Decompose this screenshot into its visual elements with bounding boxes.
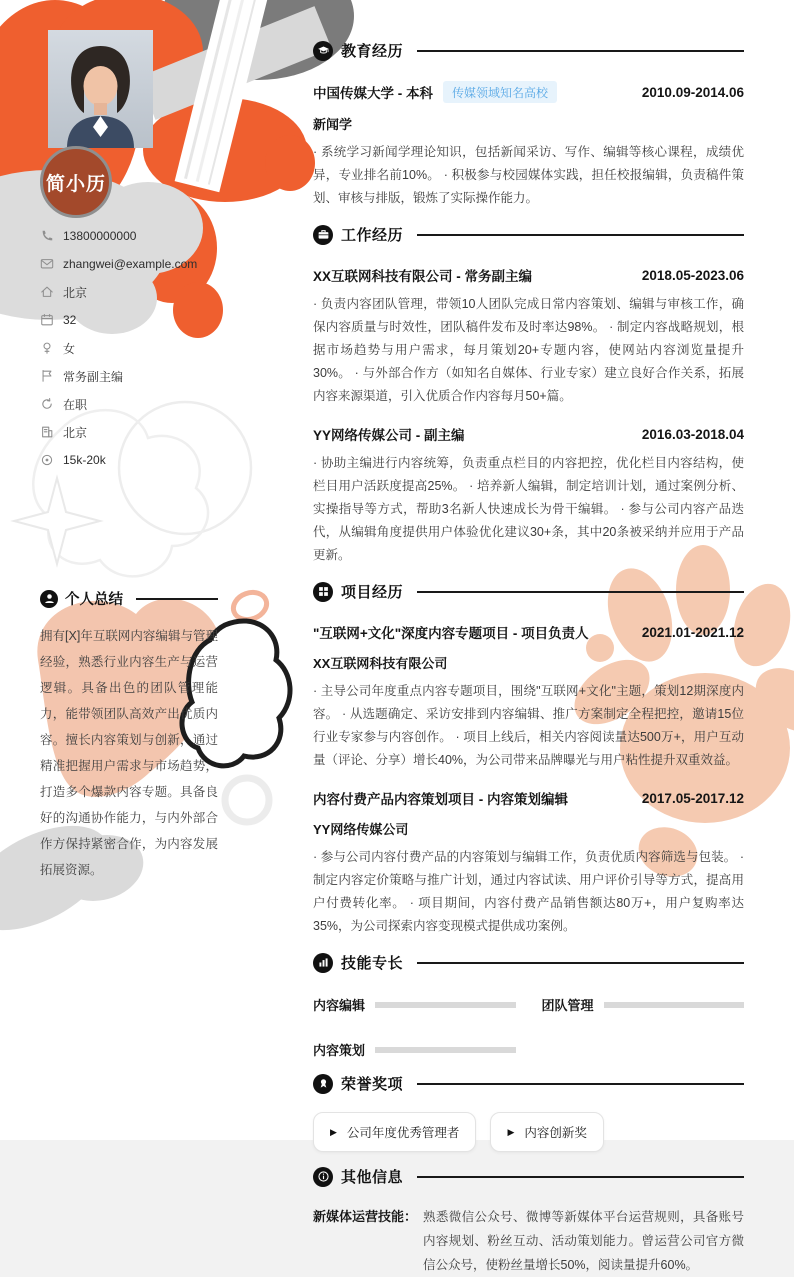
contact-age xyxy=(40,306,218,334)
work-description: · 协助主编进行内容统筹，负责重点栏目的内容把控，优化栏目内容结构，使栏目用户活跃度提高25%。 · 培养新人编辑，制定培训计划，通过案例分析、实操指导等方式，帮助3名新人快速成长为骨干编辑。 · 参与公司内容产品迭代，从编辑角度提供用户体验优化建议30+条，其中20条被采纳并应用于产品更新。 xyxy=(313,456,744,562)
skill-bar xyxy=(375,1047,515,1053)
date-range: 2018.05-2023.06 xyxy=(641,267,744,283)
honor-label: 内容创新奖 xyxy=(524,1126,587,1140)
divider-line xyxy=(417,50,744,52)
contact-value: zhangwei@example.com xyxy=(63,257,198,271)
project-entry xyxy=(313,622,744,772)
section-title: 工作经历 xyxy=(341,227,404,244)
section-education xyxy=(313,40,744,210)
play-icon: ▶ xyxy=(507,1126,515,1137)
skill-bar xyxy=(604,1002,744,1008)
section-title: 技能专长 xyxy=(341,955,404,972)
contact-salary xyxy=(40,446,218,474)
info-icon xyxy=(313,1167,333,1187)
other-info xyxy=(313,1205,744,1277)
grid-icon xyxy=(313,582,333,602)
work-entry xyxy=(313,265,744,408)
section-honors xyxy=(313,1073,744,1152)
section-header xyxy=(313,1166,744,1187)
school-tag: 传媒领域知名高校 xyxy=(443,81,557,103)
skill-item xyxy=(542,995,745,1014)
age-icon xyxy=(40,313,54,327)
contact-position xyxy=(40,362,218,390)
summary-title: 个人总结 xyxy=(65,592,123,608)
contact-list xyxy=(40,222,218,474)
honor-badge xyxy=(490,1112,603,1152)
section-header xyxy=(313,1073,744,1094)
play-icon: ▶ xyxy=(330,1126,337,1137)
divider-line xyxy=(417,962,744,964)
project-company: YY网络传媒公司 xyxy=(313,822,409,837)
contact-value: 13800000000 xyxy=(63,229,137,243)
section-title: 教育经历 xyxy=(341,43,404,60)
major-name: 新闻学 xyxy=(313,117,353,132)
project-role: 内容付费产品内容策划项目 - 内容策划编辑 xyxy=(313,792,568,807)
section-title: 项目经历 xyxy=(341,584,404,601)
work-description: · 负责内容团队管理，带领10人团队完成日常内容策划、编辑与审核工作，确保内容质量与时效性，团队稿件发布及时率达98%。 · 制定内容战略规划，根据市场趋势与用户需求，每月策划20+专题内容，使网站内容浏览量提升30%。 · 与外部合作方（如知名自媒体、行业专家）建立良好合作关系，拓展内容来源渠道，引入优质合作内容每月50+篇。 xyxy=(313,297,744,403)
honor-badges xyxy=(313,1112,744,1152)
main-content xyxy=(313,40,744,1277)
sidebar xyxy=(40,30,218,1110)
section-header xyxy=(313,952,744,973)
project-description: · 主导公司年度重点内容专题项目，围绕"互联网+文化"主题，策划12期深度内容。 · 从选题确定、采访安排到内容编辑、推广方案制定全程把控，邀请15位行业专家参与内容创作。 · 项目上线后，相关内容阅读量达500万+，用户互动量（评论、分享）增长40%，为公司带来品牌曝光与用户粘性提升双重效益。 xyxy=(313,684,744,767)
profile-photo xyxy=(48,30,153,148)
skill-label: 内容策划 xyxy=(313,1043,366,1058)
work-entry xyxy=(313,424,744,567)
city-icon xyxy=(40,425,54,439)
person-icon xyxy=(40,590,58,608)
contact-value: 32 xyxy=(63,313,77,327)
contact-value: 常务副主编 xyxy=(63,369,124,384)
section-skills xyxy=(313,952,744,1059)
date-range: 2021.01-2021.12 xyxy=(641,624,744,640)
date-range: 2017.05-2017.12 xyxy=(641,790,744,806)
home-icon xyxy=(40,285,54,299)
contact-gender xyxy=(40,334,218,362)
bar-chart-icon xyxy=(313,953,333,973)
contact-value: 15k-20k xyxy=(63,453,106,467)
summary-text: 拥有[X]年互联网内容编辑与管理经验，熟悉行业内容生产与运营逻辑。具备出色的团队管理能力，能带领团队高效产出优质内容。擅长内容策划与创新，通过精准把握用户需求与市场趋势，打造多个爆款内容专题。具备良好的沟通协作能力，与内外部合作方保持紧密合作，为内容发展拓展资源。 xyxy=(40,629,218,877)
skill-label: 内容编辑 xyxy=(313,998,366,1013)
medal-icon xyxy=(313,1074,333,1094)
section-title: 荣誉奖项 xyxy=(341,1076,404,1093)
divider-line xyxy=(417,1083,744,1085)
section-other xyxy=(313,1166,744,1277)
contact-value: 在职 xyxy=(63,397,88,412)
date-range: 2016.03-2018.04 xyxy=(641,426,744,442)
date-range: 2010.09-2014.06 xyxy=(641,84,744,100)
education-description: · 系统学习新闻学理论知识，包括新闻采访、写作、编辑等核心课程，成绩优异，专业排名前10%。 · 积极参与校园媒体实践，担任校报编辑，负责稿件策划、审核与排版，锻炼了实际操作能力。 xyxy=(313,145,744,205)
honor-label: 公司年度优秀管理者 xyxy=(346,1126,460,1140)
phone-icon xyxy=(40,229,54,243)
skill-label: 团队管理 xyxy=(541,998,594,1013)
personal-summary xyxy=(40,588,218,883)
contact-location xyxy=(40,278,218,306)
divider-line xyxy=(417,1176,744,1178)
position-icon xyxy=(40,369,54,383)
email-icon xyxy=(40,257,54,271)
salary-icon xyxy=(40,453,54,467)
contact-value: 北京 xyxy=(63,285,88,300)
section-header xyxy=(313,40,744,61)
company-role: YY网络传媒公司 - 副主编 xyxy=(313,428,465,443)
skill-item xyxy=(313,1040,516,1059)
divider-line xyxy=(136,598,218,600)
contact-value: 北京 xyxy=(63,425,88,440)
school-name: 中国传媒大学 - 本科 xyxy=(313,86,433,101)
skills-grid xyxy=(313,995,744,1059)
divider-line xyxy=(417,591,744,593)
section-header xyxy=(313,581,744,602)
summary-header xyxy=(40,588,218,609)
other-text: 熟悉微信公众号、微博等新媒体平台运营规则，具备账号内容规划、粉丝互动、活动策划能力。曾运营公司官方微信公众号，使粉丝量增长50%，阅读量提升60%。 xyxy=(423,1210,744,1272)
company-role: XX互联网科技有限公司 - 常务副主编 xyxy=(313,269,533,284)
graduation-cap-icon xyxy=(313,41,333,61)
briefcase-icon xyxy=(313,225,333,245)
skill-bar xyxy=(375,1002,515,1008)
status-icon xyxy=(40,397,54,411)
section-projects xyxy=(313,581,744,938)
section-header xyxy=(313,224,744,245)
section-title: 其他信息 xyxy=(341,1169,404,1186)
education-entry xyxy=(313,81,744,210)
project-entry xyxy=(313,788,744,938)
project-company: XX互联网科技有限公司 xyxy=(313,656,448,671)
skill-item xyxy=(313,995,516,1014)
contact-city xyxy=(40,418,218,446)
other-label: 新媒体运营技能： xyxy=(313,1209,418,1224)
gender-icon xyxy=(40,341,54,355)
contact-email xyxy=(40,250,218,278)
candidate-name: 简小历 xyxy=(45,173,106,195)
honor-badge xyxy=(313,1112,476,1152)
name-badge xyxy=(40,146,112,218)
project-description: · 参与公司内容付费产品的内容策划与编辑工作，负责优质内容筛选与包装。 · 制定内容定价策略与推广计划，通过内容试读、用户评价引导等方式，提高用户付费转化率。 · 项目期间，内容付费产品销售额达80万+，用户复购率达35%，为公司探索内容变现模式提供成功案例。 xyxy=(313,850,744,933)
contact-value: 女 xyxy=(63,341,76,356)
divider-line xyxy=(417,234,744,236)
section-work xyxy=(313,224,744,567)
contact-status xyxy=(40,390,218,418)
project-role: "互联网+文化"深度内容专题项目 - 项目负责人 xyxy=(313,626,589,641)
contact-phone xyxy=(40,222,218,250)
